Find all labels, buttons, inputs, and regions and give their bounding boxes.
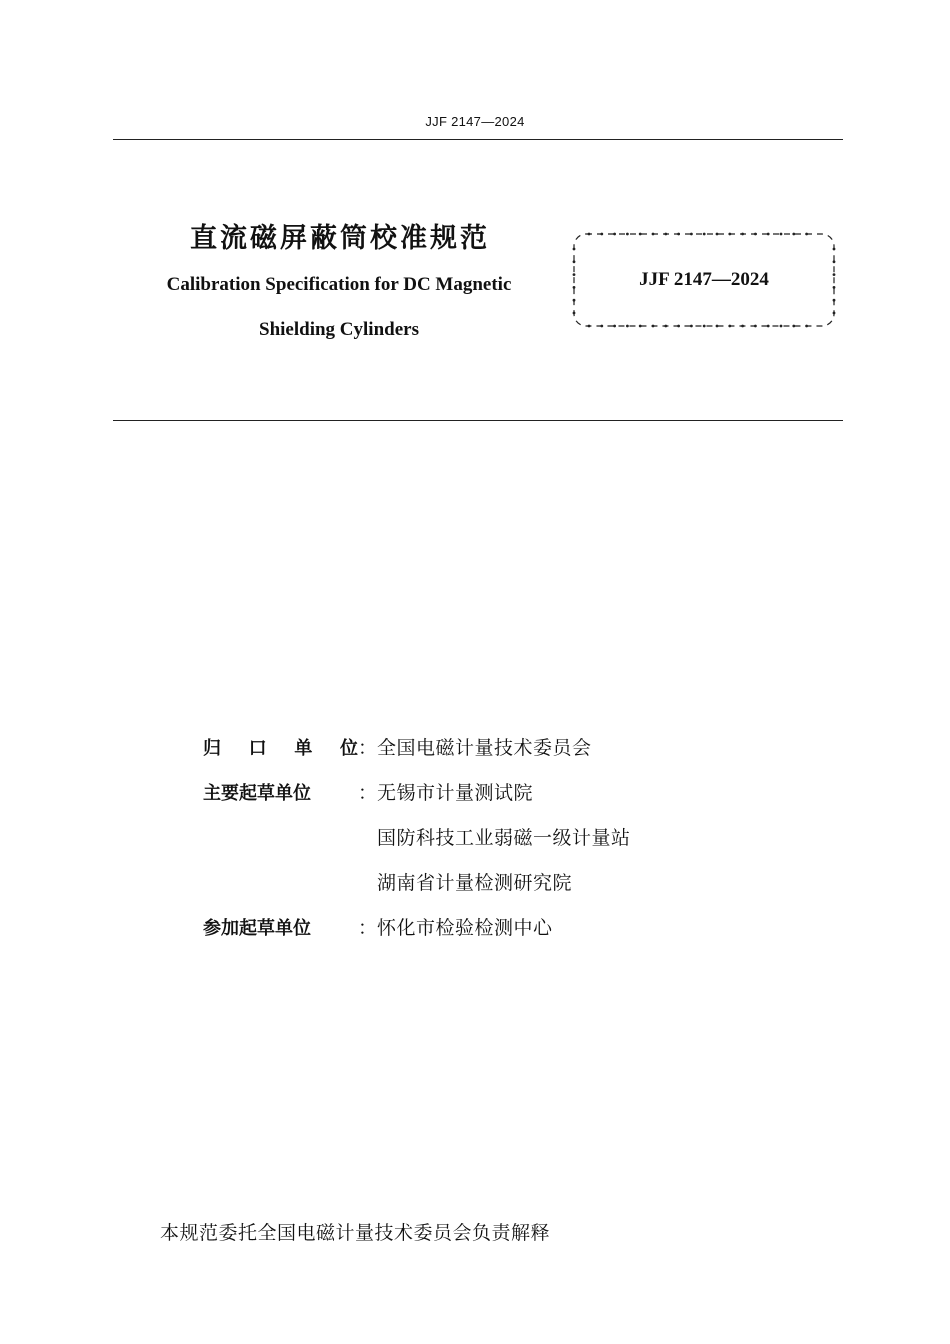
border-dot <box>703 233 706 236</box>
main-drafting-value: 国防科技工业弱磁一级计量站 <box>377 827 631 849</box>
border-dot <box>741 325 744 328</box>
border-dot <box>573 248 576 251</box>
border-dot <box>716 325 719 328</box>
border-dot <box>677 325 680 328</box>
main-drafting-row <box>203 814 631 859</box>
border-dot <box>833 312 836 315</box>
code-box <box>571 231 837 329</box>
main-drafting-value: 湖南省计量检测研究院 <box>377 872 573 894</box>
border-dot <box>573 299 576 302</box>
border-dot <box>780 325 783 328</box>
border-dot <box>626 233 629 236</box>
border-dot <box>639 233 642 236</box>
border-dot <box>573 260 576 263</box>
title-english-line2: Shielding Cylinders <box>259 319 419 340</box>
border-dot <box>792 325 795 328</box>
border-dot <box>690 325 693 328</box>
border-dot <box>792 233 795 236</box>
border-dot <box>652 325 655 328</box>
border-dot <box>805 325 808 328</box>
border-dot <box>767 325 770 328</box>
border-dot <box>741 233 744 236</box>
border-dot <box>780 233 783 236</box>
header-code: JJF 2147—2024 <box>425 114 525 129</box>
main-drafting-row <box>203 769 631 814</box>
bottom-rule <box>113 420 843 421</box>
border-dot <box>573 312 576 315</box>
responsible-unit-row <box>203 724 631 769</box>
drafting-units <box>203 724 631 949</box>
title-chinese: 直流磁屏蔽筒校准规范 <box>190 223 490 254</box>
border-dot <box>690 233 693 236</box>
participating-row <box>203 904 631 949</box>
border-dot <box>754 325 757 328</box>
border-dot <box>703 325 706 328</box>
border-dot <box>664 233 667 236</box>
main-drafting-label: 主要起草单位 <box>203 782 311 804</box>
border-dot <box>652 233 655 236</box>
top-rule <box>113 139 843 140</box>
border-dot <box>833 248 836 251</box>
border-dot <box>588 325 591 328</box>
border-dot <box>805 233 808 236</box>
border-dot <box>833 260 836 263</box>
border-dot <box>600 325 603 328</box>
border-dot <box>767 233 770 236</box>
border-dot <box>613 325 616 328</box>
border-dot <box>716 233 719 236</box>
border-dot <box>626 325 629 328</box>
colon: ： <box>358 782 378 804</box>
border-dot <box>613 233 616 236</box>
interpretation-note: 本规范委托全国电磁计量技术委员会负责解释 <box>160 1222 551 1244</box>
border-dot <box>833 299 836 302</box>
responsible-unit-value: 全国电磁计量技术委员会 <box>377 737 592 759</box>
responsible-unit-label: 归 口 单 位 <box>203 737 358 759</box>
participating-label: 参加起草单位 <box>203 917 311 939</box>
colon: ： <box>358 917 378 939</box>
border-dot <box>754 233 757 236</box>
border-dot <box>728 325 731 328</box>
colon: ： <box>358 737 378 759</box>
border-dot <box>677 233 680 236</box>
participating-value: 怀化市检验检测中心 <box>377 917 553 939</box>
border-dot <box>728 233 731 236</box>
main-drafting-row <box>203 859 631 904</box>
border-dot <box>588 233 591 236</box>
border-dot <box>639 325 642 328</box>
code-box-code: JJF 2147—2024 <box>639 269 769 290</box>
main-drafting-value: 无锡市计量测试院 <box>377 782 534 804</box>
border-dot <box>664 325 667 328</box>
border-dot <box>600 233 603 236</box>
title-english-line1: Calibration Specification for DC Magnetic <box>166 274 512 295</box>
